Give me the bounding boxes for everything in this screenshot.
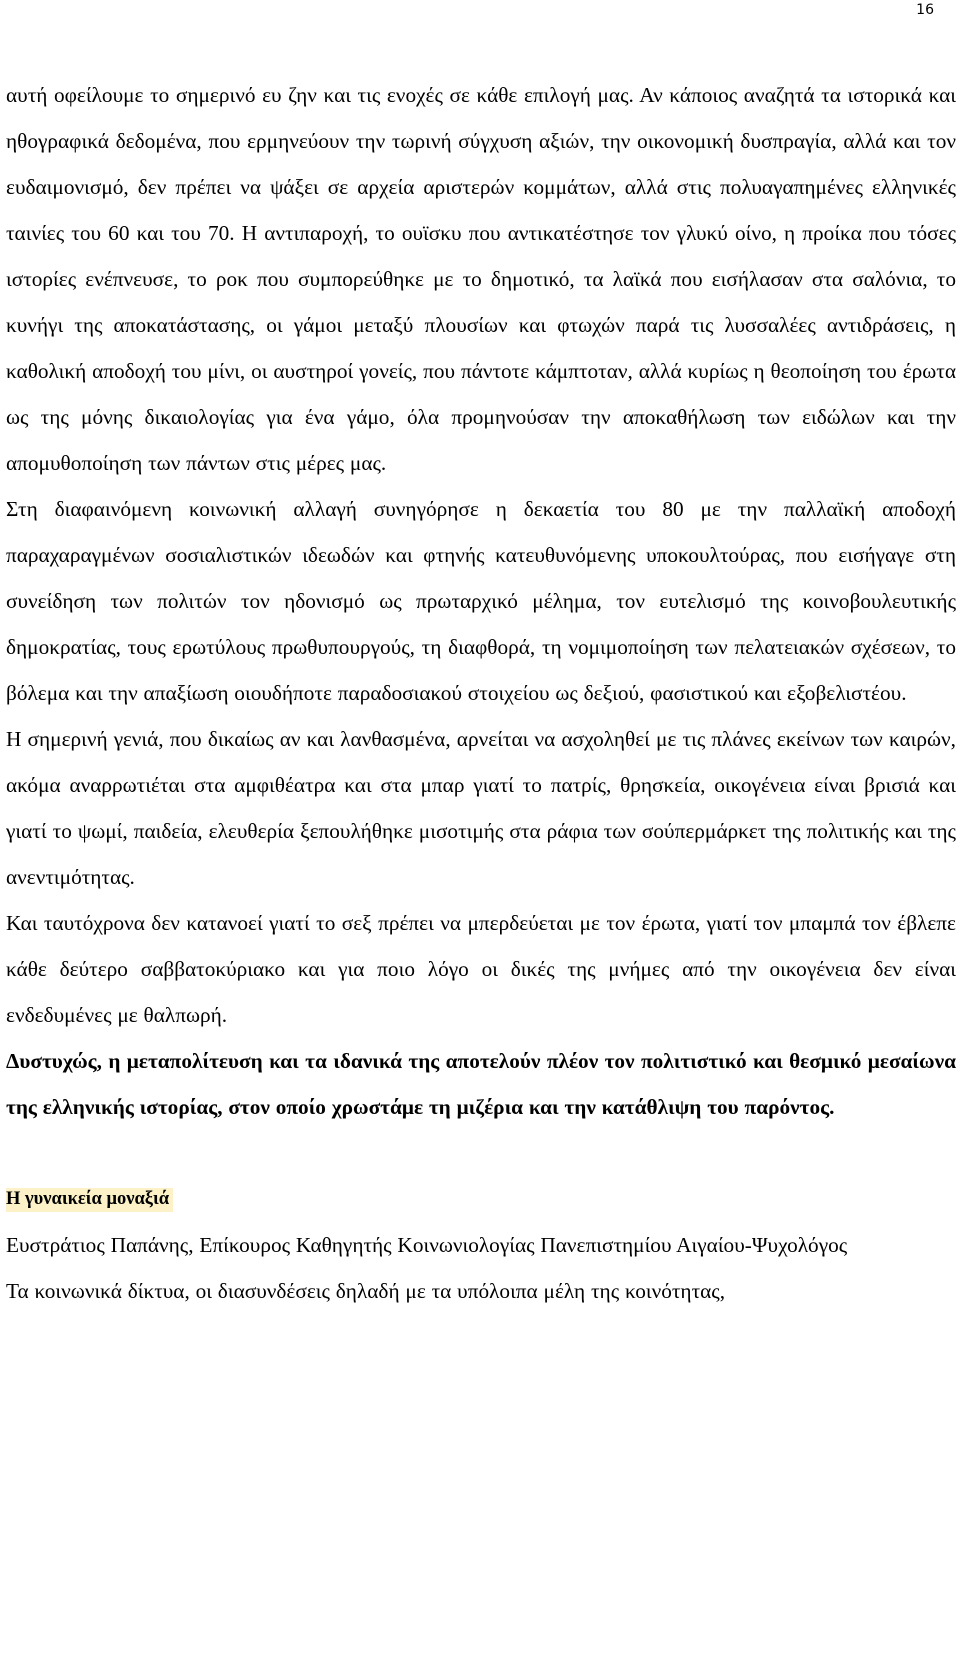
section-title-highlight: Η γυναικεία μοναξιά [6,1188,173,1212]
paragraph-4: Και ταυτόχρονα δεν κατανοεί γιατί το σεξ πρέπει να μπερδεύεται με τον έρωτα, γιατί τον μπαμπά τον έβλεπε κάθε δεύτερο σαββατοκύριακο και για ποιο λόγο οι δικές της μνήμες από την οικογένεια δεν είναι ενδεδυμένες με θαλπωρή. [6,911,956,1027]
paragraph-3: Η σημερινή γενιά, που δικαίως αν και λανθασμένα, αρνείται να ασχοληθεί με τις πλάνες εκείνων των καιρών, ακόμα αναρρωτιέται στα αμφιθέατρα και στα μπαρ γιατί το πατρίς, θρησκεία, οικογένεια είναι βρισιά και γιατί το ψωμί, παιδεία, ελευθερία ξεπουλήθηκε μισοτιμής στα ράφια των σούπερμάρκετ της πολιτικής και της ανεντιμότητας. [6,727,956,889]
section-spacer [6,1130,956,1176]
author-line: Ευστράτιος Παπάνης, Επίκουρος Καθηγητής Κοινωνιολογίας Πανεπιστημίου Αιγαίου-Ψυχολόγος [6,1233,848,1257]
paragraph-1: αυτή οφείλουμε το σημερινό ευ ζην και τις ενοχές σε κάθε επιλογή μας. Αν κάποιος αναζητά τα ιστορικά και ηθογραφικά δεδομένα, που ερμηνεύουν την τωρινή σύγχυση αξιών, την οικονομική δυσπραγία, αλλά και τον ευδαιμονισμό, δεν πρέπει να ψάξει σε αρχεία αριστερών κομμάτων, αλλά στις πολυαγαπημένες ελληνικές ταινίες του 60 και του 70. Η αντιπαροχή, το ουϊσκυ που αντικατέστησε τον γλυκύ οίνο, η προίκα που τόσες ιστορίες ενέπνευσε, το ροκ που συμπορεύθηκε με το δημοτικό, τα λαϊκά που εισήλασαν στα σαλόνια, το κυνήγι της αποκατάστασης, οι γάμοι μεταξύ πλουσίων και φτωχών παρά τις λυσσαλέες αντιδράσεις, η καθολική αποδοχή του μίνι, οι αυστηροί γονείς, που πάντοτε κάμπτοταν, αλλά κυρίως η θεοποίηση του έρωτα ως της μόνης δικαιολογίας για ένα γάμο, όλα προμηνούσαν την αποκαθήλωση των ειδώλων και την απομυθοποίηση των πάντων στις μέρες μας. [6,83,956,475]
section-heading [6,1176,956,1222]
document-body [6,72,956,1314]
paragraph-2: Στη διαφαινόμενη κοινωνική αλλαγή συνηγόρησε η δεκαετία του 80 με την παλλαϊκή αποδοχή παραχαραγμένων σοσιαλιστικών ιδεωδών και φτηνής κατευθυνόμενης υποκουλτούρας, που εισήγαγε στη συνείδηση των πολιτών τον ηδονισμό ως πρωταρχικό μέλημα, τον ευτελισμό της κοινοβουλευτικής δημοκρατίας, τους ερωτύλους πρωθυπουργούς, τη διαφθορά, τη νομιμοποίηση των πελατειακών σχέσεων, το βόλεμα και την απαξίωση οιουδήποτε παραδοσιακού στοιχείου ως δεξιού, φασιστικού και εξοβελιστέου. [6,497,956,705]
page-number: 16 [916,2,934,18]
bold-conclusion-paragraph: Δυστυχώς, η μεταπολίτευση και τα ιδανικά της αποτελούν πλέον τον πολιτιστικό και θεσμικό μεσαίωνα της ελληνικής ιστορίας, στον οποίο χρωστάμε τη μιζέρια και την κατάθλιψη του παρόντος. [6,1049,956,1119]
section-first-line: Τα κοινωνικά δίκτυα, οι διασυνδέσεις δηλαδή με τα υπόλοιπα μέλη της κοινότητας, [6,1279,726,1303]
